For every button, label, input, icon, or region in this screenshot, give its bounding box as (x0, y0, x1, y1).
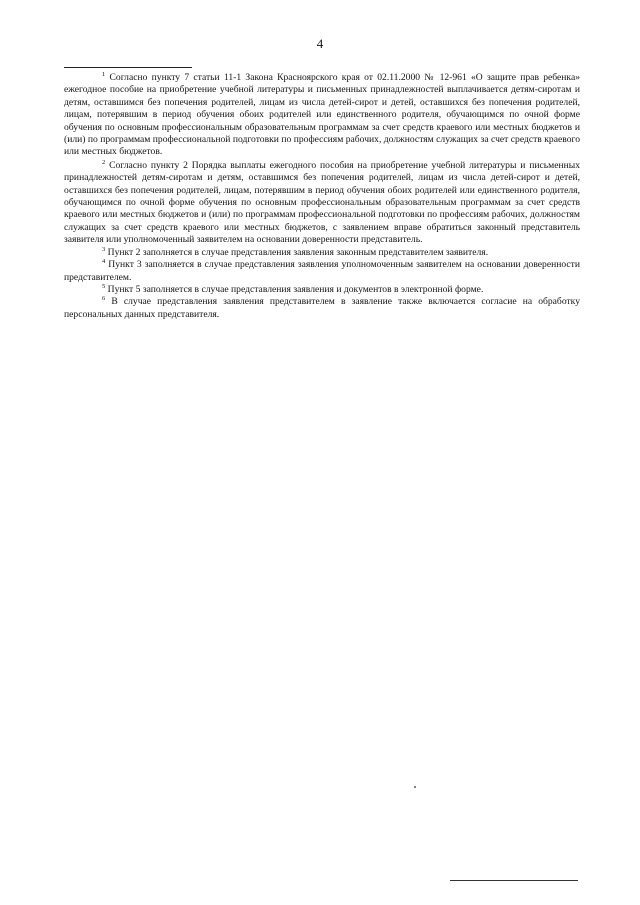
scan-speck (414, 786, 416, 788)
footnote-text: В случае представления заявления представителем в заявление также включается согласие на обработку персональных данных представителя. (64, 296, 580, 320)
footnote-4 (64, 259, 580, 284)
footnote-marker: 5 (102, 282, 106, 290)
footnote-text: Пункт 3 заполняется в случае представления заявления уполномоченным заявителем на основании доверенности представителем. (64, 259, 580, 283)
footnote-separator (64, 67, 192, 68)
footnote-marker: 6 (102, 295, 106, 303)
footnote-text: Согласно пункту 7 статьи 11-1 Закона Красноярского края от 02.11.2000 № 12-961 «О защите прав ребенка» ежегодное пособие на приобретение учебной литературы и письменных принадлежностей выплачивается детям-сиротам и детям, оставшимся без попечения родителей, лицам из числа детей-сирот и детей, оставшихся без попечения родителей, лицам, потерявшим в период обучения обоих родителей или единственного родителя, обучающимся по очной форме обучения по основным профессиональным образовательным программам за счет средств краевого или местных бюджетов и (или) по программам профессиональной подготовки по профессиям рабочих, должностям служащих за счет средств краевого или местных бюджетов. (64, 72, 580, 158)
footnote-marker: 2 (102, 158, 106, 166)
footnote-5 (64, 284, 580, 296)
footnote-6 (64, 296, 580, 321)
footnotes-section (64, 72, 580, 321)
page-number: 4 (316, 36, 324, 51)
footnote-text: Согласно пункту 2 Порядка выплаты ежегодного пособия на приобретение учебной литературы и письменных принадлежностей детям-сиротам и детям, оставшимся без попечения родителей, лицам из числа детей-сирот и детей, оставшихся без попечения родителей, лицам, потерявшим в период обучения обоих родителей или единственного родителя, обучающимся по очной форме обучения по основным профессиональным образовательным программам за счет средств краевого или местных бюджетов и (или) по программам профессиональной подготовки по профессиям рабочих, должностям служащих за счет средств краевого или местных бюджетов, с заявлением вправе обратиться законный представитель заявителя или уполномоченный заявителем на основании доверенности представитель. (64, 159, 580, 246)
footnote-marker: 1 (102, 71, 106, 78)
footnote-1 (64, 72, 580, 159)
footnote-marker: 3 (102, 245, 106, 253)
footnote-text: Пункт 2 заполняется в случае представления заявления законным представителем заявителя. (107, 246, 489, 258)
bottom-rule (450, 880, 578, 881)
footnote-2 (64, 160, 580, 247)
footnote-text: Пункт 5 заполняется в случае представления заявления и документов в электронной форме. (107, 283, 484, 295)
footnote-3 (64, 247, 580, 259)
footnote-marker: 4 (102, 258, 106, 266)
